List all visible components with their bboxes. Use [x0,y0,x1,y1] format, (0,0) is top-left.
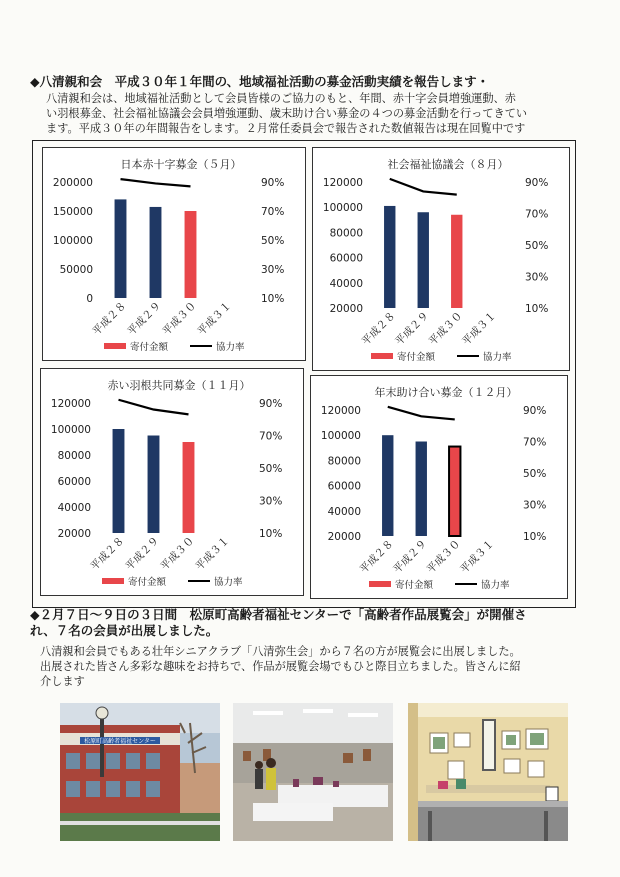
y2-tick-label: 90% [259,398,283,410]
bar [416,442,427,537]
bar [183,442,195,533]
y2-tick-label: 10% [525,303,549,315]
legend-label: 寄付金額 [397,352,436,363]
y2-tick-label: 50% [261,235,285,247]
section2-line: 八清親和会員でもある壮年シニアクラブ「八清弥生会」から７名の方が展覧会に出展しました。 [40,645,521,658]
y-tick-label: 0 [86,293,93,305]
y-tick-label: 100000 [320,430,361,443]
y2-tick-label: 50% [525,240,549,252]
y2-tick-label: 50% [523,468,547,480]
y-tick-label: 100000 [52,235,93,247]
y-tick-label: 60000 [57,476,91,488]
x-tick-label: 平成２９ [123,534,162,573]
legend-label: 協力率 [483,352,512,363]
y2-tick-label: 90% [523,405,547,417]
x-tick-label: 平成３１ [458,537,497,576]
y-tick-label: 120000 [50,398,91,410]
section1-line: ます。平成３０年の年間報告をします。２月常任委員会で報告された数値報告は現在回覧中です [46,122,526,135]
y-tick-label: 50000 [59,264,93,276]
bar [384,206,395,308]
chart-title: 日本赤十字募金（５月） [120,158,242,171]
x-tick-label: 平成３０ [160,299,199,338]
legend-label: 寄付金額 [395,580,434,591]
x-tick-label: 平成３０ [158,534,197,573]
series-line [121,179,191,186]
bar [451,215,462,308]
bar [418,212,429,308]
section1-heading: ◆八清親和会 平成３０年１年間の、地域福祉活動の募金活動実績を報告します・ [30,74,490,89]
y2-tick-label: 50% [259,463,283,475]
x-tick-label: 平成２８ [90,299,129,338]
chart-svg [311,376,567,598]
y-tick-label: 40000 [327,505,361,518]
bar [449,447,460,536]
x-tick-label: 平成２９ [125,299,164,338]
chart-svg [41,369,303,595]
section1-line: 八清親和会は、地域福祉活動として会員皆様のご協力のもと、年間、赤十字会員増強運動、赤 [46,92,516,105]
y-tick-label: 60000 [329,252,363,265]
y2-tick-label: 10% [261,293,285,305]
y-tick-label: 20000 [329,303,363,315]
x-tick-label: 平成３１ [195,299,234,338]
section1-line: い羽根募金、社会福祉協議会会員増強運動、歳末助け合い募金の４つの募金活動を行ってきてい [46,107,528,120]
y2-tick-label: 70% [261,206,285,218]
y2-tick-label: 90% [525,177,549,189]
chart-red-cross [42,147,306,361]
y2-tick-label: 70% [259,430,283,443]
legend-swatch-bar [102,578,124,584]
bar [150,207,162,298]
y-tick-label: 120000 [320,405,361,417]
y-tick-label: 80000 [327,455,361,468]
y2-tick-label: 70% [525,208,549,221]
y2-tick-label: 30% [525,271,549,284]
series-line [388,407,455,420]
section2-heading-line: れ、７名の会員が出展しました。 [30,623,219,638]
x-tick-label: 平成２８ [357,537,396,576]
legend-swatch-bar [369,581,391,587]
x-tick-label: 平成３０ [424,537,463,576]
y2-tick-label: 90% [261,177,285,189]
legend-label: 協力率 [481,580,510,591]
y-tick-label: 20000 [57,528,91,540]
y-tick-label: 80000 [329,227,363,240]
section1-paragraph [46,91,527,136]
x-tick-label: 平成２８ [359,309,398,348]
y-tick-label: 60000 [327,480,361,493]
y-tick-label: 40000 [329,277,363,290]
legend-label: 協力率 [216,342,245,353]
chart-red-feather [40,368,304,596]
chart-title: 社会福祉協議会（８月） [387,158,509,171]
legend-label: 寄付金額 [128,577,167,588]
x-tick-label: 平成２８ [88,534,127,573]
section2-heading-line: ◆２月７日～９日の３日間 松原町高齢者福祉センターで「高齢者作品展覧会」が開催さ [30,607,527,622]
section2-paragraph [40,644,521,689]
photo-exhibition-hall [233,703,393,841]
bar [185,211,197,298]
photo-welfare-center [60,703,220,841]
y-tick-label: 40000 [57,502,91,514]
x-tick-label: 平成２９ [391,537,430,576]
bar [382,435,393,536]
photo-sign-text: 松原町高齢者福祉センター [84,738,156,745]
x-tick-label: 平成３０ [426,309,465,348]
y-tick-label: 200000 [52,177,93,189]
y2-tick-label: 30% [523,499,547,512]
y2-tick-label: 30% [261,264,285,276]
y-tick-label: 100000 [322,202,363,215]
chart-social-welfare [312,147,570,371]
y2-tick-label: 10% [523,531,547,543]
y-tick-label: 120000 [322,177,363,189]
chart-svg [313,148,569,370]
chart-svg [43,148,305,360]
x-tick-label: 平成３１ [193,534,232,573]
legend-swatch-bar [104,343,126,349]
y2-tick-label: 70% [523,436,547,449]
section2-line: 出展された皆さん多彩な趣味をお持ちで、作品が展覧会場でもひと際目立ちました。皆さんに紹 [40,660,521,673]
y-tick-label: 150000 [52,206,93,218]
chart-title: 年末助け合い募金（１２月） [374,386,518,399]
chart-year-end [310,375,568,599]
chart-title: 赤い羽根共同募金（１１月） [107,379,251,392]
x-tick-label: 平成３１ [460,309,499,348]
series-line [390,179,457,195]
bar [115,199,127,298]
series-line [119,400,189,415]
bar [148,436,160,534]
legend-label: 協力率 [214,577,243,588]
y-tick-label: 20000 [327,531,361,543]
y-tick-label: 100000 [50,424,91,436]
legend-label: 寄付金額 [130,342,169,353]
y-tick-label: 80000 [57,450,91,462]
y2-tick-label: 10% [259,528,283,540]
y2-tick-label: 30% [259,495,283,508]
bar [113,429,125,533]
x-tick-label: 平成２９ [393,309,432,348]
photo-artworks-display [408,703,568,841]
legend-swatch-bar [371,353,393,359]
section2-heading [30,607,527,639]
section2-line: 介します [40,675,85,688]
